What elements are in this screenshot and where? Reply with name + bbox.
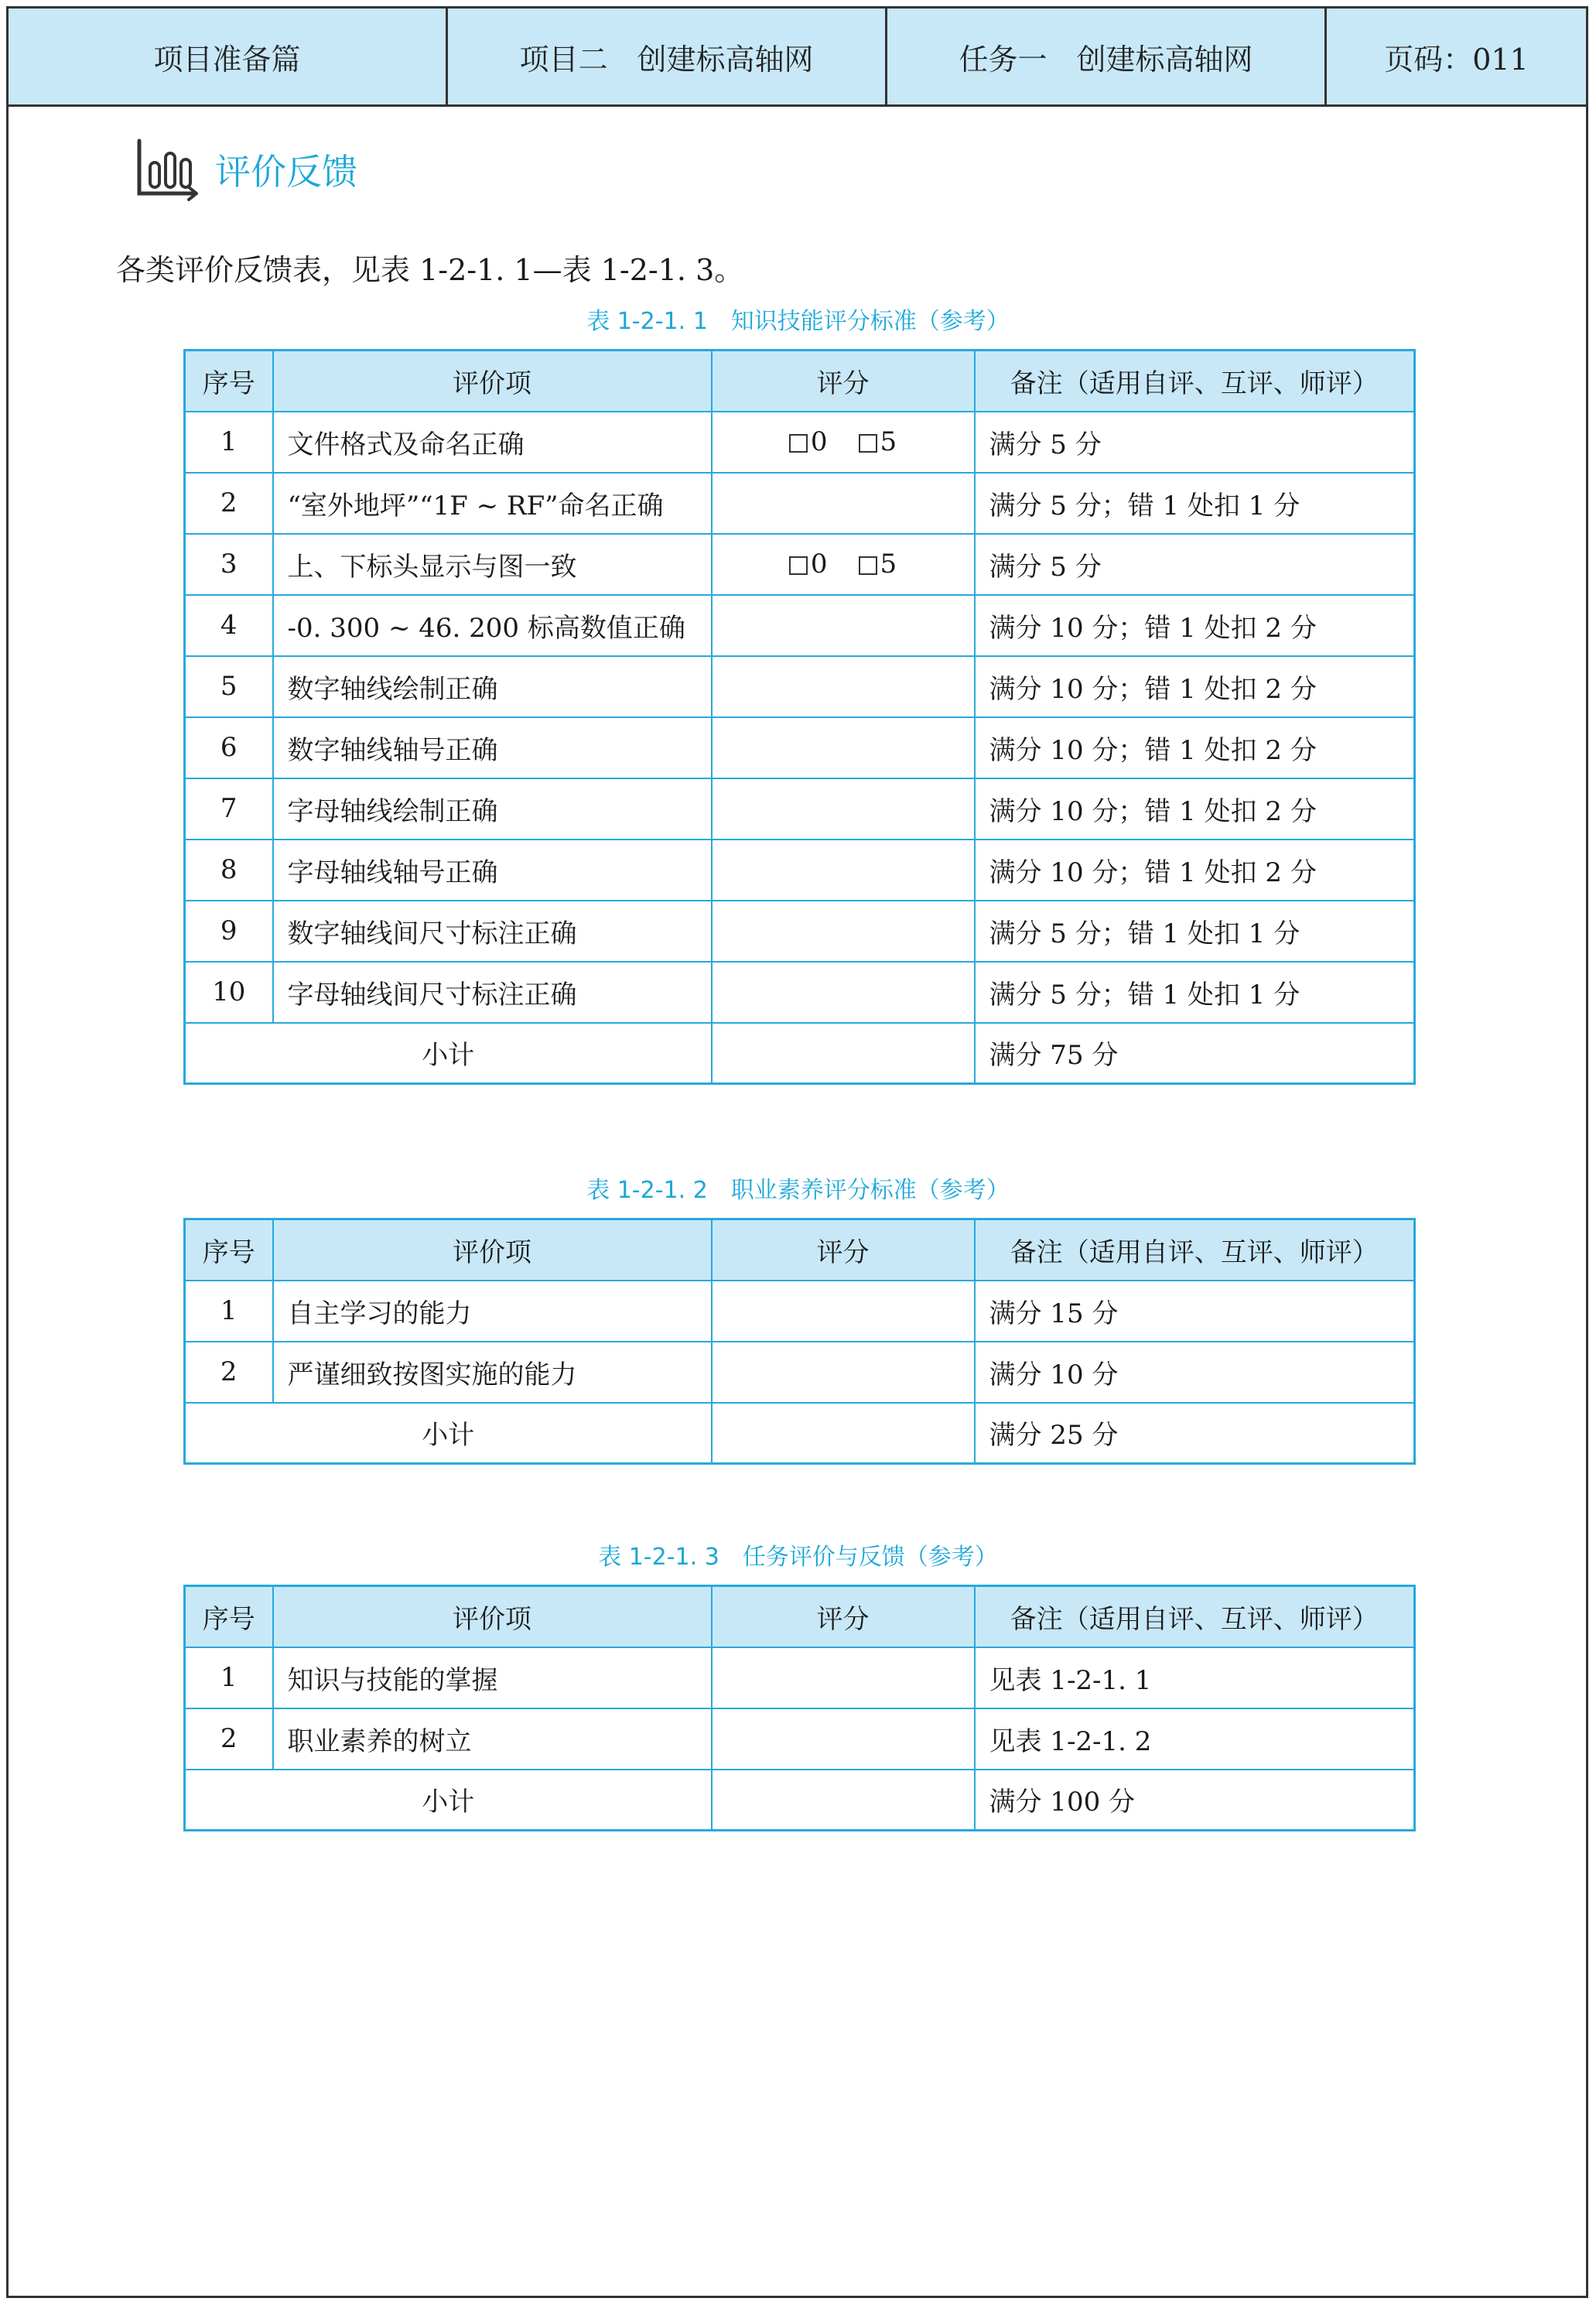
- header-score: 评分: [712, 351, 975, 412]
- subtotal-row: [185, 1023, 1415, 1084]
- evaluation-item: “室外地坪”“1F ~ RF”命名正确: [273, 473, 712, 534]
- note-cell: 满分 15 分: [975, 1281, 1415, 1342]
- row-number: 10: [185, 962, 273, 1023]
- note-cell: 满分 10 分；错 1 处扣 2 分: [975, 656, 1415, 717]
- score-option-label: 5: [880, 426, 897, 457]
- row-number: 2: [185, 1342, 273, 1403]
- header-no: 序号: [185, 1586, 273, 1647]
- subtotal-label: 小计: [185, 1023, 712, 1084]
- row-number: 2: [185, 473, 273, 534]
- row-number: 3: [185, 534, 273, 595]
- evaluation-item: 文件格式及命名正确: [273, 412, 712, 473]
- evaluation-item: -0. 300 ~ 46. 200 标高数值正确: [273, 595, 712, 656]
- row-number: 8: [185, 840, 273, 901]
- subtotal-note: 满分 25 分: [975, 1403, 1415, 1464]
- checkbox-icon[interactable]: [859, 434, 877, 453]
- score-cell: [712, 412, 975, 473]
- subtotal-label: 小计: [185, 1770, 712, 1831]
- table-row: [185, 1708, 1415, 1770]
- bar-chart-icon: [133, 136, 203, 203]
- intro-text: 各类评价反馈表，见表 1-2-1. 1—表 1-2-1. 3。: [116, 253, 744, 287]
- score-cell: [712, 534, 975, 595]
- table2-caption: 表 1-2-1. 2 职业素养评分标准（参考）: [586, 1177, 1010, 1204]
- header-note: 备注（适用自评、互评、师评）: [975, 1586, 1415, 1647]
- header-item: 评价项: [273, 1586, 712, 1647]
- evaluation-item: 职业素养的树立: [273, 1708, 712, 1770]
- score-cell: [712, 1342, 975, 1403]
- note-cell: 满分 10 分；错 1 处扣 2 分: [975, 840, 1415, 901]
- table-row: [185, 1281, 1415, 1342]
- table-row: [185, 1342, 1415, 1403]
- header-note: 备注（适用自评、互评、师评）: [975, 351, 1415, 412]
- header-score: 评分: [712, 1586, 975, 1647]
- row-number: 5: [185, 656, 273, 717]
- score-option[interactable]: [789, 549, 828, 580]
- score-cell: [712, 840, 975, 901]
- table-header-row: [185, 1219, 1415, 1281]
- score-option[interactable]: [859, 549, 897, 580]
- subtotal-row: [185, 1770, 1415, 1831]
- evaluation-item: 数字轴线间尺寸标注正确: [273, 901, 712, 962]
- row-number: 1: [185, 412, 273, 473]
- subtotal-note: 满分 100 分: [975, 1770, 1415, 1831]
- header-note: 备注（适用自评、互评、师评）: [975, 1219, 1415, 1281]
- header-task: 任务一 创建标高轴网: [887, 9, 1327, 104]
- evaluation-item: 字母轴线绘制正确: [273, 778, 712, 840]
- header-item: 评价项: [273, 351, 712, 412]
- score-cell: [712, 901, 975, 962]
- note-cell: 满分 10 分；错 1 处扣 2 分: [975, 595, 1415, 656]
- note-cell: 见表 1-2-1. 2: [975, 1708, 1415, 1770]
- table-row: [185, 1647, 1415, 1708]
- score-cell: [712, 473, 975, 534]
- score-cell: [712, 962, 975, 1023]
- table-row: [185, 656, 1415, 717]
- note-cell: 满分 10 分；错 1 处扣 2 分: [975, 778, 1415, 840]
- evaluation-item: 严谨细致按图实施的能力: [273, 1342, 712, 1403]
- score-option[interactable]: [859, 426, 897, 457]
- subtotal-score: [712, 1403, 975, 1464]
- section-heading: [133, 136, 357, 203]
- subtotal-row: [185, 1403, 1415, 1464]
- table1-caption: 表 1-2-1. 1 知识技能评分标准（参考）: [586, 308, 1010, 335]
- checkbox-icon[interactable]: [859, 556, 877, 575]
- score-cell: [712, 1281, 975, 1342]
- score-cell: [712, 1647, 975, 1708]
- note-cell: 满分 5 分；错 1 处扣 1 分: [975, 901, 1415, 962]
- score-cell: [712, 1708, 975, 1770]
- table-row: [185, 473, 1415, 534]
- score-option-label: 5: [880, 549, 897, 580]
- score-option-label: 0: [810, 426, 828, 457]
- evaluation-item: 知识与技能的掌握: [273, 1647, 712, 1708]
- table-row: [185, 717, 1415, 778]
- subtotal-score: [712, 1023, 975, 1084]
- evaluation-item: 字母轴线间尺寸标注正确: [273, 962, 712, 1023]
- note-cell: 满分 10 分: [975, 1342, 1415, 1403]
- table-row: [185, 962, 1415, 1023]
- table-row: [185, 412, 1415, 473]
- table-row: [185, 595, 1415, 656]
- header-score: 评分: [712, 1219, 975, 1281]
- table-row: [185, 534, 1415, 595]
- note-cell: 满分 5 分: [975, 412, 1415, 473]
- score-cell: [712, 778, 975, 840]
- checkbox-icon[interactable]: [789, 556, 808, 575]
- row-number: 2: [185, 1708, 273, 1770]
- evaluation-item: 数字轴线绘制正确: [273, 656, 712, 717]
- note-cell: 满分 5 分: [975, 534, 1415, 595]
- row-number: 4: [185, 595, 273, 656]
- checkbox-icon[interactable]: [789, 434, 808, 453]
- subtotal-label: 小计: [185, 1403, 712, 1464]
- header-no: 序号: [185, 351, 273, 412]
- header-no: 序号: [185, 1219, 273, 1281]
- score-option-label: 0: [810, 549, 828, 580]
- header-page-number: 页码：011: [1384, 42, 1529, 77]
- subtotal-score: [712, 1770, 975, 1831]
- page-header: [9, 9, 1586, 107]
- row-number: 1: [185, 1281, 273, 1342]
- row-number: 6: [185, 717, 273, 778]
- table-row: [185, 840, 1415, 901]
- evaluation-item: 字母轴线轴号正确: [273, 840, 712, 901]
- table2-professional-quality: [183, 1218, 1416, 1465]
- table-header-row: [185, 351, 1415, 412]
- header-section: 项目准备篇: [9, 9, 448, 104]
- score-cell: [712, 595, 975, 656]
- note-cell: 见表 1-2-1. 1: [975, 1647, 1415, 1708]
- header-project: 项目二 创建标高轴网: [448, 9, 887, 104]
- table-header-row: [185, 1586, 1415, 1647]
- row-number: 7: [185, 778, 273, 840]
- row-number: 1: [185, 1647, 273, 1708]
- table3-task-evaluation: [183, 1585, 1416, 1831]
- table-row: [185, 901, 1415, 962]
- section-title: 评价反馈: [215, 151, 357, 193]
- table-row: [185, 778, 1415, 840]
- table1-knowledge-skills: [183, 349, 1416, 1085]
- table3-caption: 表 1-2-1. 3 任务评价与反馈（参考）: [598, 1544, 998, 1571]
- evaluation-item: 上、下标头显示与图一致: [273, 534, 712, 595]
- evaluation-item: 自主学习的能力: [273, 1281, 712, 1342]
- note-cell: 满分 5 分；错 1 处扣 1 分: [975, 473, 1415, 534]
- score-cell: [712, 656, 975, 717]
- evaluation-item: 数字轴线轴号正确: [273, 717, 712, 778]
- note-cell: 满分 5 分；错 1 处扣 1 分: [975, 962, 1415, 1023]
- subtotal-note: 满分 75 分: [975, 1023, 1415, 1084]
- note-cell: 满分 10 分；错 1 处扣 2 分: [975, 717, 1415, 778]
- header-item: 评价项: [273, 1219, 712, 1281]
- score-cell: [712, 717, 975, 778]
- row-number: 9: [185, 901, 273, 962]
- score-option[interactable]: [789, 426, 828, 457]
